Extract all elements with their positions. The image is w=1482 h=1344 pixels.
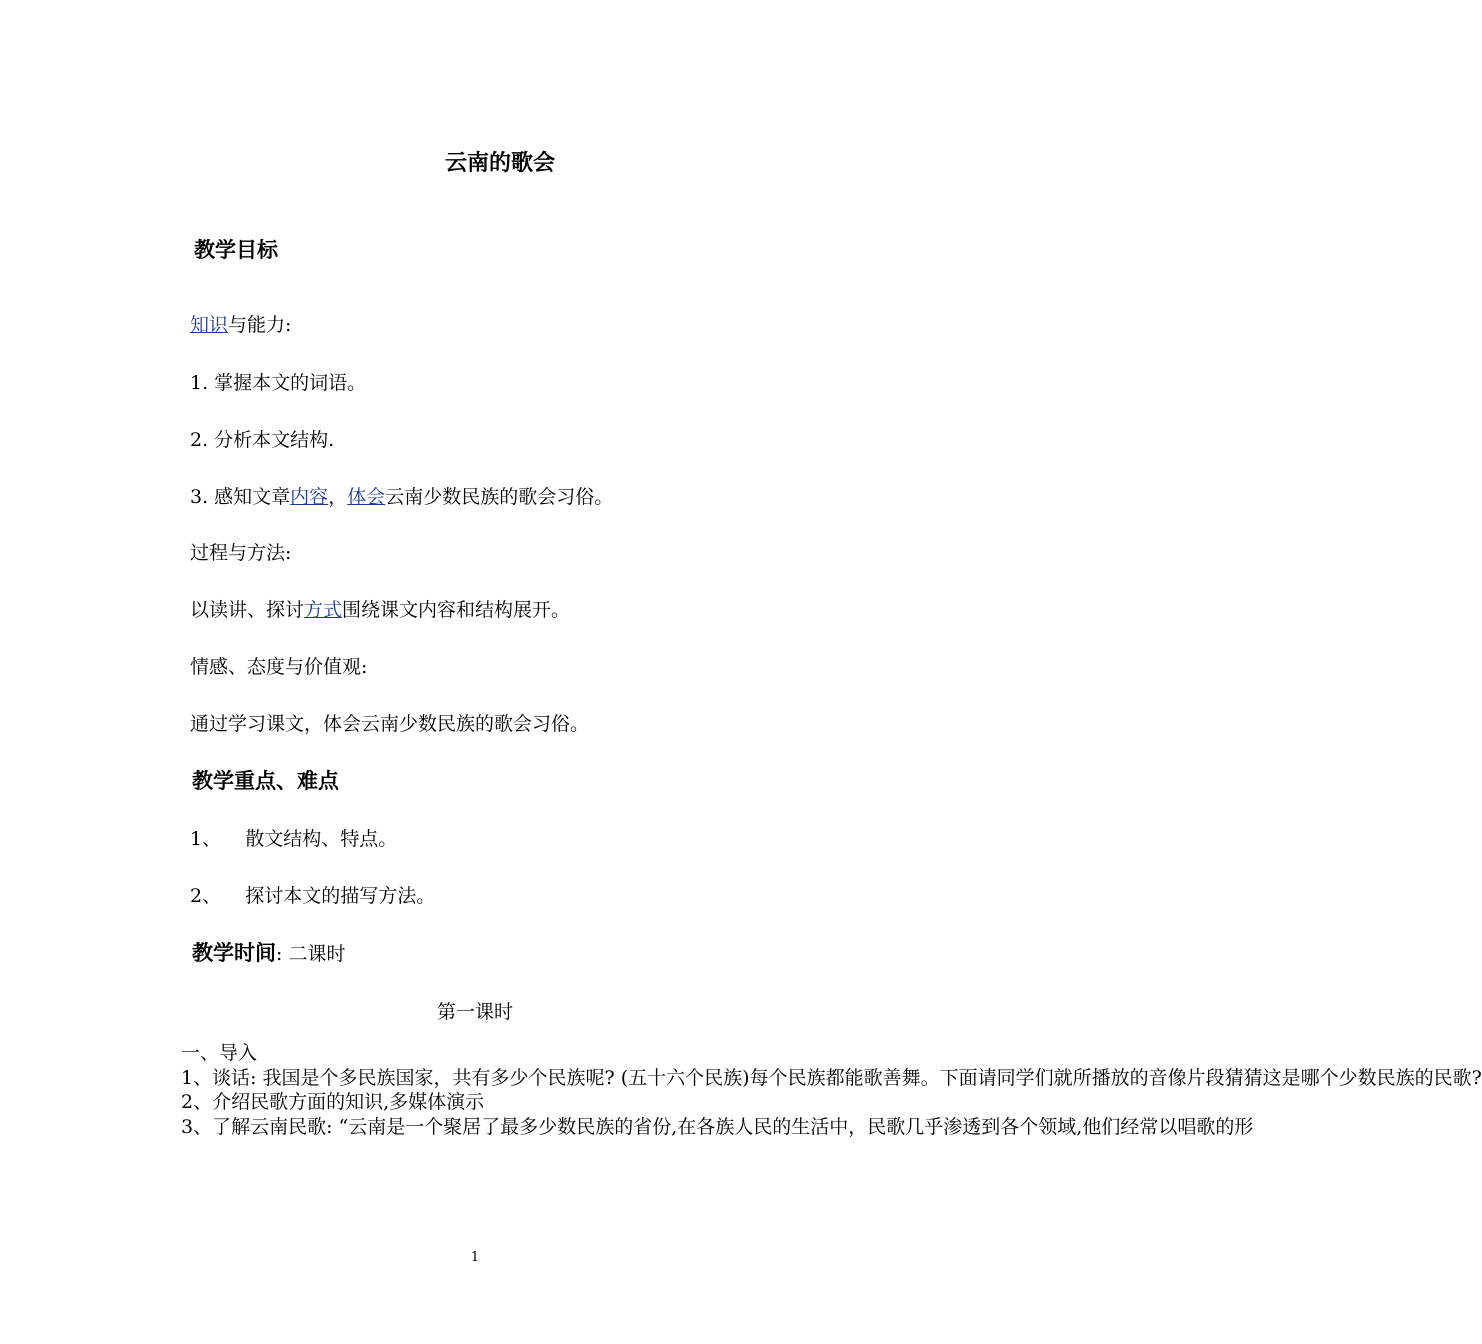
intro-heading: 一、导入 — [181, 1042, 258, 1064]
process-heading: 过程与方法: — [190, 542, 292, 564]
objective-item-2: 2. 分析本文结构. — [190, 429, 335, 451]
paragraph-3: 3、了解云南民歌: “云南是一个聚居了最多少数民族的省份,在各族人民的生活中，民歌几乎渗透到各个领域,他们经常以唱歌的形 — [181, 1115, 1254, 1138]
content-link[interactable]: 内容 — [290, 486, 329, 508]
knowledge-rest: 与能力: — [228, 314, 292, 336]
process-line — [190, 595, 570, 622]
key-heading: 教学重点、难点 — [192, 769, 339, 793]
experience-link[interactable]: 体会 — [347, 486, 386, 508]
knowledge-line — [190, 310, 291, 337]
objective-item-3 — [190, 482, 613, 509]
time-line — [192, 937, 345, 967]
lesson-body — [143, 1041, 1482, 1139]
method-link[interactable]: 方式 — [304, 599, 343, 621]
objectives-heading: 教学目标 — [194, 238, 278, 262]
knowledge-link[interactable]: 知识 — [190, 314, 229, 336]
time-value: : 二课时 — [276, 943, 346, 965]
process-post: 围绕课文内容和结构展开。 — [342, 599, 571, 621]
key-item-1: 1、 散文结构、特点。 — [190, 828, 398, 850]
item3-post: 云南少数民族的歌会习俗。 — [385, 486, 614, 508]
item3-pre: 3. 感知文章 — [190, 486, 291, 508]
objective-item-1: 1. 掌握本文的词语。 — [190, 372, 367, 394]
paragraph-2: 2、介绍民歌方面的知识,多媒体演示 — [181, 1091, 485, 1113]
page-title: 云南的歌会 — [444, 151, 555, 176]
time-label: 教学时间 — [192, 941, 276, 965]
emotion-heading: 情感、态度与价值观: — [190, 656, 368, 678]
key-item-2: 2、 探讨本文的描写方法。 — [190, 885, 436, 907]
item3-mid: ， — [328, 486, 348, 508]
lesson-title: 第一课时 — [436, 1001, 513, 1023]
page-number: 1 — [470, 1250, 480, 1265]
emotion-text: 通过学习课文，体会云南少数民族的歌会习俗。 — [190, 713, 590, 735]
paragraph-1: 1、谈话: 我国是个多民族国家，共有多少个民族呢? (五十六个民族)每个民族都能歌善舞。下面请同学们就所播放的音像片段猜猜这是哪个少数民族的民歌? — [181, 1066, 1482, 1089]
process-pre: 以读讲、探讨 — [190, 599, 305, 621]
